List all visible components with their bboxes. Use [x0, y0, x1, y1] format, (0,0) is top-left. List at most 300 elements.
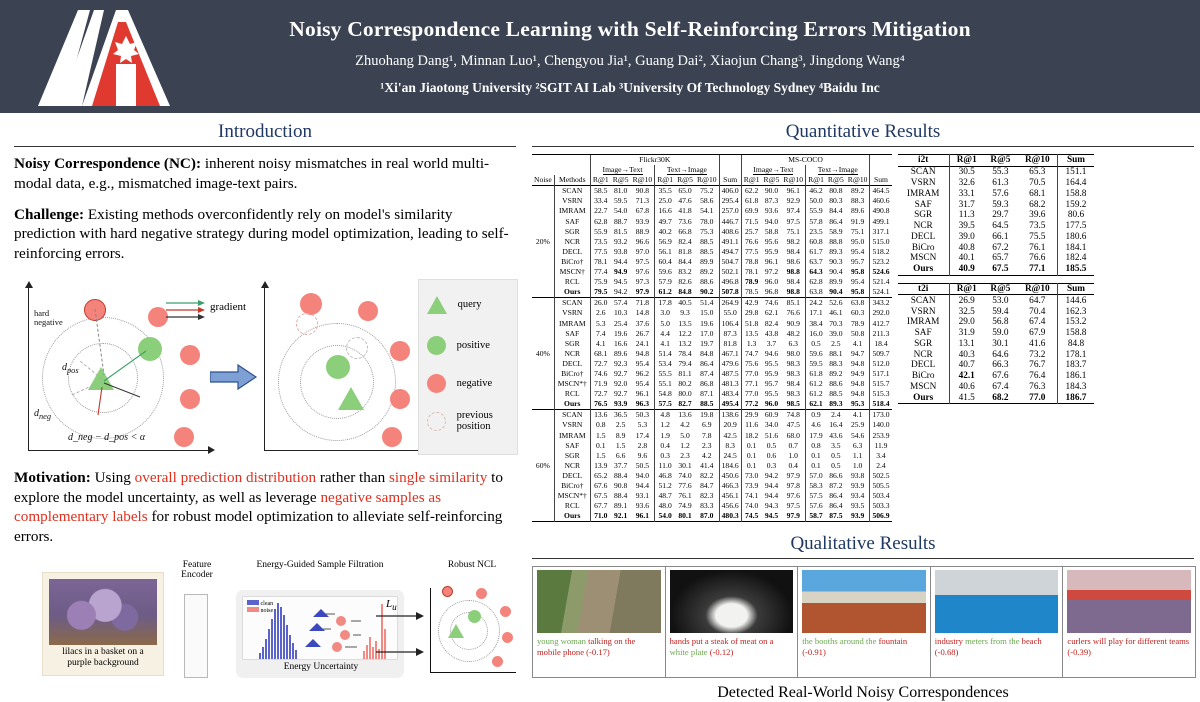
metric-value-cell: 58.5 — [590, 186, 610, 197]
metric-value-cell: 16.0 — [806, 329, 826, 339]
legend-item-positive: positive — [427, 336, 490, 355]
metric-value-cell: 98.8 — [786, 267, 800, 277]
metric-value-cell: 78.8 — [741, 257, 761, 267]
metric-value-cell: 30.1 — [678, 460, 692, 470]
table-row — [532, 227, 892, 237]
table-row — [532, 206, 892, 216]
metric-value-cell: 77.0 — [741, 389, 761, 399]
table-row — [898, 253, 1094, 264]
metric-value-cell: 183.7 — [1058, 360, 1094, 371]
metric-value-cell: 0.1 — [741, 441, 761, 451]
metric-value-cell: 450.6 — [719, 471, 741, 481]
metric-value-cell: 51.4 — [700, 298, 714, 308]
metric-value-cell: 77.0 — [1029, 392, 1046, 403]
metric-value-cell: 86.4 — [829, 501, 843, 511]
metric-value-cell: 93.9 — [613, 399, 628, 409]
legend-item-query: query — [427, 296, 482, 314]
metric-value-cell: 77.5 — [741, 247, 761, 257]
metric-value-cell: 62.1 — [764, 308, 779, 318]
noise-level-cell: 60% — [535, 460, 550, 470]
metric-value-cell: 264.9 — [719, 298, 741, 309]
metric-value-cell: 48.2 — [786, 328, 800, 338]
table-row — [532, 471, 892, 481]
metric-value-cell: 0.1 — [806, 451, 826, 461]
metric-value-cell: 184.1 — [1058, 242, 1094, 253]
metric-value-cell: 84.4 — [678, 256, 692, 266]
metric-value-cell: 517.1 — [870, 369, 892, 379]
metric-value-cell: 93.4 — [850, 491, 865, 501]
side-col-header: R@1 — [949, 155, 983, 167]
metric-value-cell: 0.5 — [831, 450, 841, 460]
metric-value-cell: 64.5 — [992, 221, 1009, 232]
method-name-cell: MSCN*† — [554, 491, 590, 501]
metric-value-cell: 1.3 — [741, 339, 761, 349]
metric-value-cell: 82.7 — [678, 399, 692, 409]
metric-value-cell: 295.4 — [719, 196, 741, 206]
table-row — [532, 217, 892, 227]
metric-value-cell: 496.8 — [719, 277, 741, 287]
metric-value-cell: 211.3 — [870, 329, 892, 339]
table-row — [532, 431, 892, 441]
metric-value-cell: 59.3 — [992, 199, 1009, 210]
metric-value-cell: 505.5 — [870, 481, 892, 491]
metric-value-cell: 95.9 — [764, 368, 779, 378]
xjtu-triangle-logo — [30, 2, 180, 112]
metric-value-cell: 16.6 — [655, 206, 675, 216]
metric-value-cell: 95.4 — [635, 358, 650, 368]
method-name-cell: SCAN — [554, 410, 590, 421]
metric-value-cell: 518.2 — [870, 247, 892, 257]
metric-value-cell: 53.0 — [992, 295, 1009, 306]
metric-value-cell: 78.4 — [678, 348, 692, 358]
metric-value-cell: 502.1 — [719, 267, 741, 277]
metric-value-cell: 90.8 — [635, 186, 650, 196]
table-row — [532, 461, 892, 471]
metric-value-cell: 76.3 — [1029, 382, 1046, 393]
metric-value-cell: 56.1 — [655, 247, 675, 257]
metric-value-cell: 81.5 — [613, 226, 628, 236]
metric-value-cell: 84.8 — [1058, 339, 1094, 350]
metric-value-cell: 95.9 — [764, 246, 779, 256]
method-name-cell: Ours — [554, 511, 590, 522]
metric-value-cell: 70.3 — [829, 318, 843, 328]
metric-value-cell: 67.9 — [1029, 328, 1046, 339]
metric-value-cell: 97.0 — [635, 246, 650, 256]
col-sum: Sum — [719, 175, 741, 186]
method-name-cell: DECL — [911, 231, 936, 242]
metric-value-cell: 90.4 — [829, 267, 843, 277]
metric-value-cell: 54.8 — [655, 389, 675, 399]
motivation-highlight-3: negative samples as complementary labels — [14, 488, 442, 526]
metric-value-cell: 76.1 — [1029, 242, 1046, 253]
metric-value-cell: 0.1 — [741, 451, 761, 461]
metric-value-cell: 96.1 — [786, 186, 800, 196]
table-row — [898, 188, 1094, 199]
method-name-cell: SAF — [554, 217, 590, 227]
table-row — [532, 257, 892, 267]
metric-value-cell: 74.6 — [764, 298, 779, 308]
metric-value-cell: 72.7 — [590, 359, 610, 369]
metric-value-cell: 97.5 — [786, 216, 800, 226]
table-row — [898, 199, 1094, 210]
col-metric: R@1 — [590, 175, 610, 186]
qualitative-caption-text: hands put a steak of meat on a white plate (-0.12) — [669, 636, 774, 658]
table-row — [898, 221, 1094, 232]
metric-value-cell: 88.6 — [829, 379, 843, 389]
metric-value-cell: 1.0 — [788, 450, 798, 460]
metric-value-cell: 95.6 — [764, 236, 779, 246]
metric-value-cell: 54.6 — [850, 430, 865, 440]
metric-value-cell: 61.2 — [806, 379, 826, 389]
noise-level-cell: 40% — [535, 348, 550, 358]
metric-value-cell: 490.8 — [870, 206, 892, 216]
metric-value-cell: 94.5 — [613, 277, 628, 287]
metric-value-cell: 77.1 — [1029, 264, 1046, 275]
metric-value-cell: 40.2 — [655, 227, 675, 237]
metric-value-cell: 87.5 — [829, 511, 843, 521]
metric-value-cell: 86.4 — [700, 358, 714, 368]
metric-value-cell: 82.4 — [764, 318, 779, 328]
previous-query-ghost — [298, 379, 324, 402]
metric-value-cell: 53.4 — [655, 359, 675, 369]
metric-value-cell: 88.5 — [829, 389, 843, 399]
metric-value-cell: 59.6 — [655, 267, 675, 277]
metric-value-cell: 138.6 — [719, 410, 741, 421]
metric-value-cell: 31.9 — [949, 328, 983, 339]
method-name-cell: VSRN — [554, 420, 590, 430]
metric-value-cell: 0.8 — [590, 420, 610, 430]
metric-value-cell: 41.8 — [678, 206, 692, 216]
metric-value-cell: 5.0 — [655, 319, 675, 329]
metric-value-cell: 97.4 — [786, 206, 800, 216]
metric-value-cell: 153.2 — [1058, 317, 1094, 328]
metric-value-cell: 74.7 — [741, 349, 761, 359]
method-name-cell: SCAN — [554, 298, 590, 309]
metric-value-cell: 20.9 — [719, 420, 741, 430]
metric-value-cell: 18.2 — [741, 431, 761, 441]
method-name-cell: Ours — [554, 287, 590, 298]
table-header-row — [898, 283, 1094, 295]
metric-value-cell: 0.1 — [806, 461, 826, 471]
metric-value-cell: 408.6 — [719, 227, 741, 237]
metric-value-cell: 52.6 — [829, 298, 843, 308]
metric-value-cell: 86.4 — [829, 216, 843, 226]
metric-value-cell: 292.0 — [870, 308, 892, 318]
metric-value-cell: 182.4 — [1058, 253, 1094, 264]
metric-value-cell: 98.3 — [786, 368, 800, 378]
metric-value-cell: 57.4 — [613, 298, 628, 308]
metric-value-cell: 55.0 — [719, 308, 741, 318]
metric-value-cell: 19.6 — [700, 318, 714, 328]
metric-value-cell: 95.8 — [850, 267, 865, 277]
metric-value-cell: 4.2 — [680, 420, 690, 430]
metric-value-cell: 6.3 — [788, 338, 798, 348]
side-table-i2t — [898, 154, 1094, 276]
metric-value-cell: 31.7 — [949, 199, 983, 210]
metric-value-cell: 96.1 — [635, 511, 650, 521]
metric-value-cell: 58.3 — [806, 481, 826, 491]
metric-value-cell: 93.2 — [613, 236, 628, 246]
metric-value-cell: 0.5 — [806, 339, 826, 349]
metric-value-cell: 55.3 — [992, 167, 1009, 178]
table-row — [532, 410, 892, 421]
gradient-legend — [166, 297, 276, 328]
feature-encoder-block — [184, 594, 208, 678]
metric-value-cell: 26.9 — [949, 295, 983, 306]
method-name-cell: SAF — [914, 328, 932, 339]
table-row — [898, 392, 1094, 403]
method-name-cell: SAF — [554, 329, 590, 339]
metric-value-cell: 17.8 — [655, 298, 675, 309]
metric-value-cell: 98.3 — [786, 358, 800, 368]
metric-value-cell: 56.8 — [992, 317, 1009, 328]
table-row — [532, 247, 892, 257]
metric-value-cell: 65.0 — [678, 186, 692, 196]
col-metric: R@1 — [655, 175, 675, 186]
lilacs-basket-photo — [49, 579, 157, 645]
table-row — [532, 277, 892, 287]
table-row — [532, 481, 892, 491]
metric-value-cell: 95.0 — [850, 236, 865, 246]
metric-value-cell: 97.9 — [786, 511, 800, 521]
metric-value-cell: 0.5 — [766, 440, 777, 450]
metric-value-cell: 65.2 — [590, 471, 610, 481]
metric-value-cell: 88.3 — [829, 358, 843, 368]
metric-value-cell: 59.5 — [613, 196, 628, 206]
intro-motivation-label: Motivation: — [14, 468, 91, 486]
metric-value-cell: 58.8 — [764, 226, 779, 236]
col-metric: R@5 — [827, 175, 844, 185]
col-methods: Methods — [554, 175, 590, 186]
table-row — [532, 329, 892, 339]
gradient-legend-label: gradient — [210, 300, 247, 313]
metric-value-cell: 95.5 — [764, 358, 779, 368]
metric-value-cell: 40.3 — [949, 349, 983, 360]
method-name-cell: Ours — [913, 392, 934, 403]
metric-value-cell: 70.4 — [1029, 306, 1046, 317]
metric-value-cell: 98.4 — [786, 277, 800, 287]
dataset-flickr30k: Flickr30K — [590, 155, 719, 166]
results-tables-row — [532, 154, 1194, 522]
metric-value-cell: 17.9 — [806, 431, 826, 441]
metric-value-cell: 5.0 — [680, 430, 690, 440]
table-row — [898, 339, 1094, 350]
metric-value-cell: 94.3 — [764, 501, 779, 511]
metric-value-cell: 93.6 — [764, 206, 779, 216]
metric-value-cell: 71.8 — [635, 298, 650, 308]
metric-value-cell: 90.9 — [786, 318, 800, 328]
metric-value-cell: 75.1 — [850, 226, 865, 236]
loss-arrow — [374, 590, 424, 670]
metric-value-cell: 29.9 — [741, 410, 761, 421]
method-name-cell: NCR — [554, 461, 590, 471]
metric-value-cell: 93.8 — [613, 246, 628, 256]
metric-value-cell: 11.3 — [949, 210, 983, 221]
side-col-header: Sum — [1058, 283, 1094, 295]
metric-value-cell: 77.6 — [678, 481, 692, 490]
page-title: Noisy Correspondence Learning with Self-Reinforcing Errors Mitigation — [289, 17, 971, 41]
metric-value-cell: 26.7 — [635, 328, 650, 338]
pipeline-feature-encoder-label: Feature Encoder — [181, 559, 213, 580]
table-row — [898, 242, 1094, 253]
method-name-cell: SCAN — [910, 167, 936, 178]
metric-value-cell: 94.9 — [613, 267, 628, 277]
method-name-cell: VSRN — [554, 308, 590, 318]
metric-value-cell: 22.7 — [590, 206, 610, 216]
metric-value-cell: 76.6 — [1029, 253, 1046, 264]
metric-value-cell: 54.0 — [613, 206, 628, 216]
metric-value-cell: 71.0 — [590, 511, 610, 522]
metric-value-cell: 62.1 — [806, 399, 826, 410]
col-metric: R@1 — [741, 175, 761, 186]
metric-value-cell: 0.4 — [788, 460, 798, 470]
metric-value-cell: 40.1 — [949, 253, 983, 264]
table-header-metrics — [532, 175, 892, 186]
diagram-after-panel — [264, 275, 424, 460]
metric-value-cell: 0.1 — [741, 461, 761, 471]
d-neg-label: $d_{neg}$ — [34, 407, 52, 421]
metric-value-cell: 54.1 — [700, 206, 714, 216]
qualitative-examples-strip — [532, 566, 1196, 678]
metric-value-cell: 18.4 — [870, 339, 892, 349]
metric-value-cell: 13.5 — [678, 318, 692, 328]
metric-value-cell: 83.2 — [678, 267, 692, 277]
metric-value-cell: 61.2 — [655, 287, 675, 298]
table-row — [532, 451, 892, 461]
table-row — [898, 382, 1094, 393]
intro-motivation-paragraph: Motivation: Using overall prediction distribution rather than single similarity to explore the model uncertainty, as well as leverage negative samples as complementary labels for robust model optimization to alleviate self-reinforcing errors. — [14, 468, 503, 545]
metric-value-cell: 77.1 — [741, 379, 761, 389]
metric-value-cell: 93.9 — [850, 481, 865, 490]
metric-value-cell: 78.5 — [741, 287, 761, 298]
metric-value-cell: 59.4 — [992, 306, 1009, 317]
table-row — [898, 371, 1094, 382]
main-results-table — [532, 154, 892, 522]
metric-value-cell: 19.6 — [613, 328, 628, 338]
metric-value-cell: 185.5 — [1058, 264, 1094, 275]
metric-value-cell: 60.9 — [764, 410, 779, 420]
metric-value-cell: 40.9 — [949, 264, 983, 275]
metric-value-cell: 39.6 — [1029, 210, 1046, 221]
metric-value-cell: 67.7 — [590, 501, 610, 511]
metric-value-cell: 96.0 — [764, 277, 779, 287]
metric-value-cell: 96.3 — [635, 399, 650, 409]
method-name-cell: IMRAM — [554, 431, 590, 441]
metric-value-cell: 58.7 — [806, 511, 826, 522]
metric-value-cell: 92.1 — [613, 511, 628, 521]
metric-value-cell: 58.6 — [700, 196, 714, 206]
metric-value-cell: 41.6 — [1029, 338, 1046, 349]
intro-nc-label: Noisy Correspondence (NC): — [14, 155, 202, 172]
right-column — [528, 113, 1200, 702]
metric-value-cell: 173.0 — [870, 410, 892, 421]
metric-value-cell: 25.4 — [613, 318, 628, 328]
main-table-head — [532, 155, 892, 186]
method-name-cell: SGR — [914, 210, 933, 221]
metric-value-cell: 151.1 — [1058, 166, 1094, 177]
metric-value-cell: 93.9 — [635, 216, 650, 226]
metric-value-cell: 32.5 — [949, 306, 983, 317]
metric-value-cell: 89.9 — [700, 256, 714, 266]
metric-value-cell: 180.6 — [1058, 231, 1094, 242]
method-name-cell: DECL — [554, 247, 590, 257]
section-title-introduction: Introduction — [218, 121, 312, 142]
metric-value-cell: 74.0 — [678, 470, 692, 480]
table-row — [898, 231, 1094, 242]
metric-value-cell: 42.9 — [741, 298, 761, 309]
metric-value-cell: 67.6 — [590, 481, 610, 491]
metric-value-cell: 38.4 — [806, 319, 826, 329]
metric-value-cell: 73.5 — [1029, 221, 1046, 232]
metric-value-cell: 69.9 — [741, 206, 761, 216]
metric-value-cell: 55.5 — [655, 369, 675, 379]
side-table-t2i — [898, 283, 1094, 405]
metric-value-cell: 78.9 — [741, 277, 761, 287]
metric-value-cell: 98.5 — [786, 399, 800, 409]
metric-value-cell: 66.1 — [992, 231, 1009, 242]
side-col-header: R@5 — [990, 155, 1011, 166]
method-name-cell: BiCro — [911, 242, 935, 253]
metric-value-cell: 84.7 — [700, 481, 714, 490]
metric-value-cell: 77.0 — [741, 369, 761, 379]
metric-value-cell: 81.8 — [678, 246, 692, 256]
method-name-cell: RCL — [554, 277, 590, 287]
metric-value-cell: 93.9 — [850, 511, 865, 521]
metric-value-cell: 456.6 — [719, 501, 741, 511]
margin-inequality-label: d_neg − d_pos < α — [68, 431, 146, 443]
metric-value-cell: 40.7 — [949, 360, 983, 371]
metric-value-cell: 71.3 — [635, 196, 650, 206]
metric-value-cell: 73.9 — [741, 481, 761, 491]
col-metric: R@10 — [696, 175, 717, 185]
metric-value-cell: 89.3 — [829, 246, 843, 256]
col-noise: Noise — [534, 175, 552, 185]
metric-value-cell: 57.9 — [655, 277, 675, 287]
method-name-cell: Ours — [913, 264, 934, 275]
metric-value-cell: 96.8 — [764, 287, 779, 297]
metric-value-cell: 65.3 — [1029, 167, 1046, 178]
metric-value-cell: 29.8 — [741, 308, 761, 318]
metric-value-cell: 46.1 — [829, 308, 843, 318]
col-metric: R@10 — [632, 175, 653, 185]
metric-value-cell: 80.3 — [829, 196, 843, 206]
metric-value-cell: 186.1 — [1058, 371, 1094, 382]
metric-value-cell: 4.1 — [590, 339, 610, 349]
metric-value-cell: 88.5 — [700, 399, 714, 409]
triangle-icon — [427, 296, 447, 314]
method-name-cell: Ours — [554, 399, 590, 410]
circle-green-icon — [427, 336, 446, 355]
metric-value-cell: 59.0 — [992, 328, 1009, 339]
col-metric: R@1 — [806, 175, 826, 186]
metric-value-cell: 92.7 — [613, 368, 628, 378]
metric-value-cell: 67.2 — [992, 242, 1009, 253]
metric-value-cell: 79.5 — [590, 287, 610, 298]
legend-item-previous-position: previous position — [427, 410, 493, 433]
metric-value-cell: 2.8 — [637, 440, 648, 450]
metric-value-cell: 30.1 — [992, 338, 1009, 349]
method-name-cell: NCR — [913, 349, 933, 360]
metric-value-cell: 94.8 — [850, 389, 865, 399]
metric-value-cell: 521.4 — [870, 277, 892, 287]
metric-value-cell: 77.4 — [590, 267, 610, 277]
table-row — [532, 319, 892, 329]
author-list: Zhuohang Dang¹, Minnan Luo¹, Chengyou Jia¹, Guang Dai², Xiaojun Chang³, Jingdong Wang⁴ — [355, 53, 905, 69]
metric-value-cell: 13.2 — [678, 338, 692, 348]
intro-nc-text: inherent noisy mismatches in real world multi-modal data, e.g., mismatched image-text pairs. — [14, 155, 490, 192]
poster-header — [0, 0, 1200, 113]
metric-value-cell: 58.9 — [829, 226, 843, 236]
